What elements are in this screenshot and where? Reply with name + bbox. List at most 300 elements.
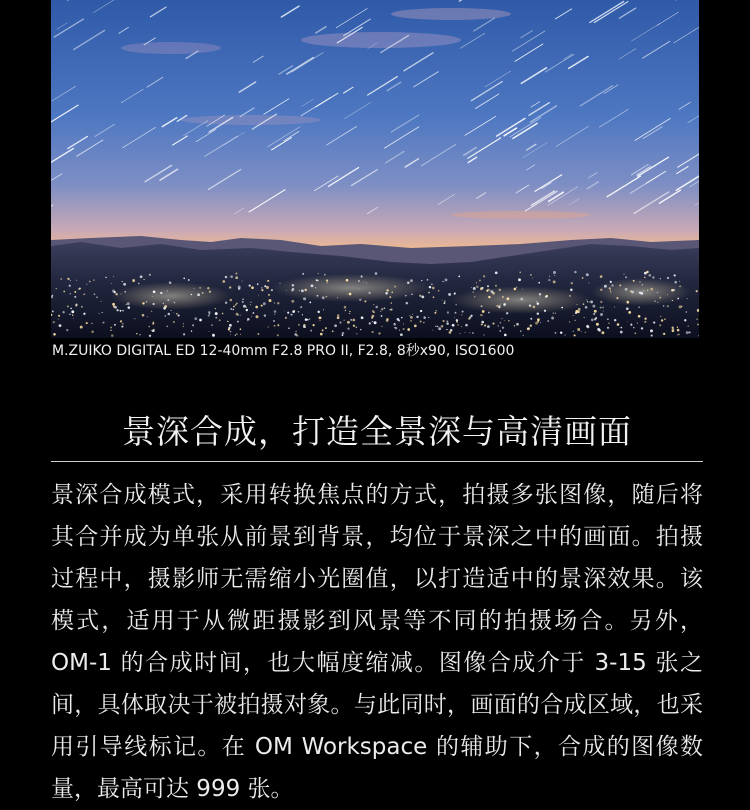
- city-light: [238, 314, 240, 316]
- city-light: [588, 301, 589, 302]
- city-light: [253, 312, 255, 314]
- body-line: 景深合成模式，采用转换焦点的方式，拍摄多张图像，随后将: [51, 474, 703, 516]
- city-light: [481, 321, 484, 324]
- city-light: [406, 302, 409, 305]
- city-light: [291, 300, 294, 303]
- city-light: [585, 306, 588, 309]
- city-light: [246, 309, 248, 311]
- city-light: [126, 304, 127, 305]
- city-light: [274, 310, 277, 313]
- city-light: [368, 292, 370, 294]
- city-light: [604, 285, 607, 288]
- city-light: [421, 280, 422, 281]
- city-light: [532, 278, 533, 279]
- city-light: [322, 329, 324, 331]
- city-light: [120, 320, 122, 322]
- city-light: [679, 281, 680, 282]
- city-light: [625, 276, 627, 278]
- city-light: [113, 305, 115, 307]
- city-light: [347, 294, 348, 295]
- city-light: [585, 332, 586, 333]
- city-light: [578, 308, 581, 311]
- city-light: [91, 330, 94, 333]
- city-light: [487, 289, 490, 292]
- city-light: [663, 305, 665, 307]
- city-light: [677, 329, 680, 332]
- city-light: [657, 302, 658, 303]
- city-light: [183, 323, 184, 324]
- city-light: [473, 287, 476, 290]
- city-light: [600, 289, 602, 291]
- city-light: [610, 290, 611, 291]
- city-light: [611, 284, 613, 286]
- city-light: [74, 291, 76, 293]
- city-light: [423, 316, 426, 319]
- city-light: [294, 333, 297, 336]
- city-light: [167, 290, 168, 291]
- city-light: [457, 324, 459, 326]
- city-light: [315, 287, 316, 288]
- city-light: [432, 287, 435, 290]
- city-light: [465, 324, 468, 327]
- city-light: [171, 310, 172, 311]
- city-light: [620, 331, 623, 334]
- city-light: [342, 332, 345, 335]
- city-light: [577, 304, 578, 305]
- city-light: [358, 288, 359, 289]
- city-light: [277, 324, 279, 326]
- city-light: [537, 318, 540, 321]
- city-light: [553, 313, 554, 314]
- city-light: [583, 303, 585, 305]
- city-light: [581, 331, 582, 332]
- city-light: [419, 295, 421, 297]
- city-light: [199, 287, 201, 289]
- city-light: [684, 319, 686, 321]
- city-light: [617, 323, 620, 326]
- city-light: [428, 317, 429, 318]
- city-light: [506, 312, 508, 314]
- city-light: [215, 308, 216, 309]
- city-light: [101, 301, 102, 302]
- city-light: [240, 315, 241, 316]
- city-light: [410, 316, 413, 319]
- city-light: [347, 321, 350, 324]
- city-light: [110, 330, 111, 331]
- city-light: [648, 274, 651, 277]
- city-light: [323, 309, 324, 310]
- city-light: [317, 295, 319, 297]
- city-light: [654, 301, 655, 302]
- city-glow: [111, 282, 231, 310]
- city-light: [644, 277, 646, 279]
- city-light: [697, 324, 699, 326]
- city-light: [530, 274, 532, 276]
- city-light: [230, 308, 232, 310]
- city-light: [235, 334, 236, 335]
- city-light: [242, 298, 244, 300]
- city-light: [117, 309, 119, 311]
- city-light: [628, 311, 631, 314]
- city-light: [58, 319, 59, 320]
- city-light: [476, 286, 478, 288]
- city-light: [122, 323, 124, 325]
- city-light: [163, 307, 166, 310]
- city-light: [429, 286, 432, 289]
- city-light: [305, 318, 308, 321]
- city-light: [594, 310, 597, 313]
- city-light: [300, 306, 302, 308]
- city-light: [600, 275, 603, 278]
- city-light: [324, 274, 326, 276]
- city-light: [183, 277, 185, 279]
- city-light: [490, 290, 493, 293]
- city-light: [78, 288, 79, 289]
- city-light: [326, 280, 328, 282]
- city-light: [483, 334, 484, 335]
- city-light: [679, 285, 681, 287]
- city-light: [251, 286, 254, 289]
- city-light: [537, 313, 539, 315]
- city-light: [593, 313, 595, 315]
- city-light: [261, 287, 263, 289]
- city-light: [551, 317, 554, 320]
- city-light: [183, 333, 185, 335]
- city-light: [500, 303, 501, 304]
- city-light: [233, 309, 234, 310]
- city-light: [452, 324, 455, 327]
- city-light: [686, 331, 689, 334]
- city-light: [229, 324, 232, 327]
- city-light: [471, 315, 473, 317]
- city-light: [644, 318, 646, 320]
- city-light: [235, 272, 237, 274]
- city-light: [565, 335, 566, 336]
- city-light: [553, 280, 556, 283]
- city-light: [80, 326, 83, 329]
- city-light: [389, 309, 390, 310]
- city-light: [588, 282, 589, 283]
- city-light: [386, 319, 389, 322]
- city-light: [508, 320, 509, 321]
- city-light: [334, 324, 337, 327]
- city-light: [447, 311, 449, 313]
- city-light: [514, 288, 517, 291]
- city-light: [256, 315, 259, 318]
- city-light: [346, 279, 349, 282]
- city-light: [70, 308, 72, 310]
- city-light: [76, 280, 77, 281]
- city-light: [363, 281, 364, 282]
- city-light: [459, 333, 460, 334]
- city-light: [288, 328, 289, 329]
- city-light: [677, 298, 679, 300]
- city-light: [458, 276, 460, 278]
- city-light: [310, 330, 312, 332]
- city-light: [269, 299, 272, 302]
- city-light: [582, 277, 584, 279]
- city-light: [420, 310, 422, 312]
- city-light: [428, 292, 430, 294]
- city-light: [479, 279, 481, 281]
- city-light: [437, 326, 438, 327]
- city-light: [627, 301, 630, 304]
- city-light: [215, 317, 217, 319]
- city-light: [405, 295, 406, 296]
- city-light: [465, 332, 466, 333]
- city-light: [573, 315, 574, 316]
- city-light: [409, 315, 410, 316]
- city-light: [555, 332, 557, 334]
- city-light: [178, 314, 180, 316]
- star-trail-photo: [51, 0, 699, 338]
- city-light: [522, 289, 523, 290]
- city-light: [110, 327, 112, 329]
- city-light: [630, 323, 632, 325]
- city-light: [91, 323, 93, 325]
- city-light: [516, 323, 519, 326]
- city-light: [318, 273, 319, 274]
- city-light: [421, 295, 424, 298]
- city-light: [174, 302, 175, 303]
- city-light: [246, 306, 247, 307]
- city-light: [518, 278, 521, 281]
- city-light: [530, 325, 532, 327]
- city-light: [194, 288, 195, 289]
- city-light: [442, 281, 443, 282]
- city-light: [264, 285, 266, 287]
- city-light: [342, 334, 344, 336]
- city-light: [228, 328, 230, 330]
- city-light: [364, 300, 366, 302]
- city-light: [83, 293, 85, 295]
- city-light: [266, 286, 269, 289]
- city-light: [607, 327, 609, 329]
- city-light: [401, 317, 403, 319]
- city-light: [399, 330, 400, 331]
- city-light: [298, 311, 300, 313]
- city-light: [659, 324, 661, 326]
- city-light: [688, 326, 689, 327]
- city-light: [69, 314, 70, 315]
- city-light: [443, 320, 445, 322]
- city-light: [140, 275, 143, 278]
- city-light: [235, 304, 237, 306]
- city-light: [152, 303, 154, 305]
- city-light: [209, 291, 211, 293]
- city-light: [327, 282, 328, 283]
- city-light: [435, 326, 436, 327]
- city-light: [667, 294, 668, 295]
- city-light: [537, 302, 540, 305]
- city-light: [646, 271, 648, 273]
- city-light: [53, 321, 55, 323]
- city-light: [188, 279, 190, 281]
- city-light: [650, 329, 653, 332]
- city-light: [249, 284, 251, 286]
- city-light: [385, 292, 388, 295]
- city-light: [381, 326, 382, 327]
- city-light: [372, 331, 374, 333]
- city-light: [372, 321, 373, 322]
- city-light: [642, 284, 644, 286]
- city-light: [264, 314, 266, 316]
- city-light: [236, 333, 237, 334]
- city-light: [339, 321, 341, 323]
- city-light: [229, 286, 231, 288]
- city-glow: [271, 274, 431, 302]
- city-light: [410, 279, 413, 282]
- city-light: [295, 331, 296, 332]
- city-light: [410, 320, 412, 322]
- city-light: [356, 333, 357, 334]
- city-light: [602, 306, 604, 308]
- city-light: [592, 305, 595, 308]
- body-line: 过程中，摄影师无需缩小光圈值，以打造适中的景深效果。该: [51, 558, 703, 600]
- city-light: [230, 331, 232, 333]
- city-light: [164, 315, 166, 317]
- city-light: [250, 304, 251, 305]
- city-light: [89, 281, 91, 283]
- city-light: [610, 281, 611, 282]
- city-light: [222, 313, 224, 315]
- city-light: [696, 290, 698, 292]
- city-light: [633, 280, 635, 282]
- city-light: [208, 315, 210, 317]
- city-light: [96, 296, 98, 298]
- city-light: [641, 327, 643, 329]
- city-light: [250, 302, 251, 303]
- city-light: [608, 322, 610, 324]
- city-light: [312, 324, 314, 326]
- city-light: [456, 304, 457, 305]
- city-light: [375, 272, 378, 275]
- city-light: [261, 289, 263, 291]
- city-light: [638, 315, 641, 318]
- city-light: [227, 321, 228, 322]
- section-body: [51, 474, 703, 810]
- city-light: [487, 285, 489, 287]
- city-light: [484, 324, 486, 326]
- city-light: [292, 288, 295, 291]
- city-light: [209, 331, 210, 332]
- city-light: [492, 323, 494, 325]
- city-light: [514, 325, 516, 327]
- city-light: [384, 307, 386, 309]
- city-light: [660, 316, 661, 317]
- city-light: [519, 272, 521, 274]
- city-light: [325, 327, 327, 329]
- city-light: [529, 304, 531, 306]
- city-light: [115, 293, 117, 295]
- city-light: [381, 308, 383, 310]
- city-light: [516, 287, 517, 288]
- city-light: [448, 293, 451, 296]
- city-light: [614, 306, 615, 307]
- city-light: [242, 281, 243, 282]
- city-light: [500, 322, 502, 324]
- city-light: [243, 305, 246, 308]
- city-light: [407, 281, 409, 283]
- city-light: [560, 331, 562, 333]
- city-light: [639, 281, 640, 282]
- city-light: [650, 288, 653, 291]
- photo-caption: M.ZUIKO DIGITAL ED 12-40mm F2.8 PRO II, F2.8, 8秒x90, ISO1600: [52, 341, 712, 361]
- city-light: [353, 325, 355, 327]
- city-light: [540, 322, 541, 323]
- city-light: [369, 322, 371, 324]
- city-light: [62, 311, 64, 313]
- city-light: [643, 290, 644, 291]
- body-line: OM-1 的合成时间，也大幅度缩减。图像合成介于 3-15 张之: [51, 642, 703, 684]
- city-light: [173, 312, 174, 313]
- city-light: [378, 332, 380, 334]
- city-light: [251, 316, 252, 317]
- city-light: [73, 318, 74, 319]
- city-light: [624, 274, 625, 275]
- city-light: [194, 317, 197, 320]
- city-light: [586, 273, 589, 276]
- city-light: [450, 329, 453, 332]
- city-light: [69, 285, 71, 287]
- city-light: [596, 323, 599, 326]
- city-light: [472, 291, 473, 292]
- city-light: [462, 311, 464, 313]
- city-light: [686, 311, 688, 313]
- city-light: [587, 301, 588, 302]
- city-light: [609, 287, 611, 289]
- city-light: [102, 322, 104, 324]
- city-light: [173, 321, 175, 323]
- city-light: [499, 330, 500, 331]
- city-light: [317, 311, 319, 313]
- city-light: [152, 296, 153, 297]
- city-light: [124, 291, 126, 293]
- city-light: [326, 296, 328, 298]
- city-light: [287, 312, 289, 314]
- city-light: [350, 319, 352, 321]
- city-light: [435, 310, 437, 312]
- city-light: [446, 320, 448, 322]
- city-light: [366, 282, 367, 283]
- city-light: [447, 329, 448, 330]
- city-light: [374, 321, 377, 324]
- city-light: [661, 319, 663, 321]
- city-light: [261, 305, 263, 307]
- city-light: [403, 328, 405, 330]
- city-light: [290, 314, 292, 316]
- city-light: [292, 284, 295, 287]
- city-light: [498, 306, 500, 308]
- city-light: [247, 318, 250, 321]
- city-light: [620, 327, 622, 329]
- city-light: [121, 325, 123, 327]
- city-light: [597, 328, 600, 331]
- city-light: [120, 310, 122, 312]
- city-light: [540, 296, 541, 297]
- city-light: [547, 320, 549, 322]
- city-light: [501, 318, 502, 319]
- city-light: [114, 324, 116, 326]
- city-light: [495, 285, 497, 287]
- city-light: [696, 318, 698, 320]
- city-light: [672, 328, 675, 331]
- city-light: [573, 331, 574, 332]
- city-light: [545, 296, 547, 298]
- city-light: [151, 311, 152, 312]
- city-light: [535, 322, 538, 325]
- city-light: [71, 310, 74, 313]
